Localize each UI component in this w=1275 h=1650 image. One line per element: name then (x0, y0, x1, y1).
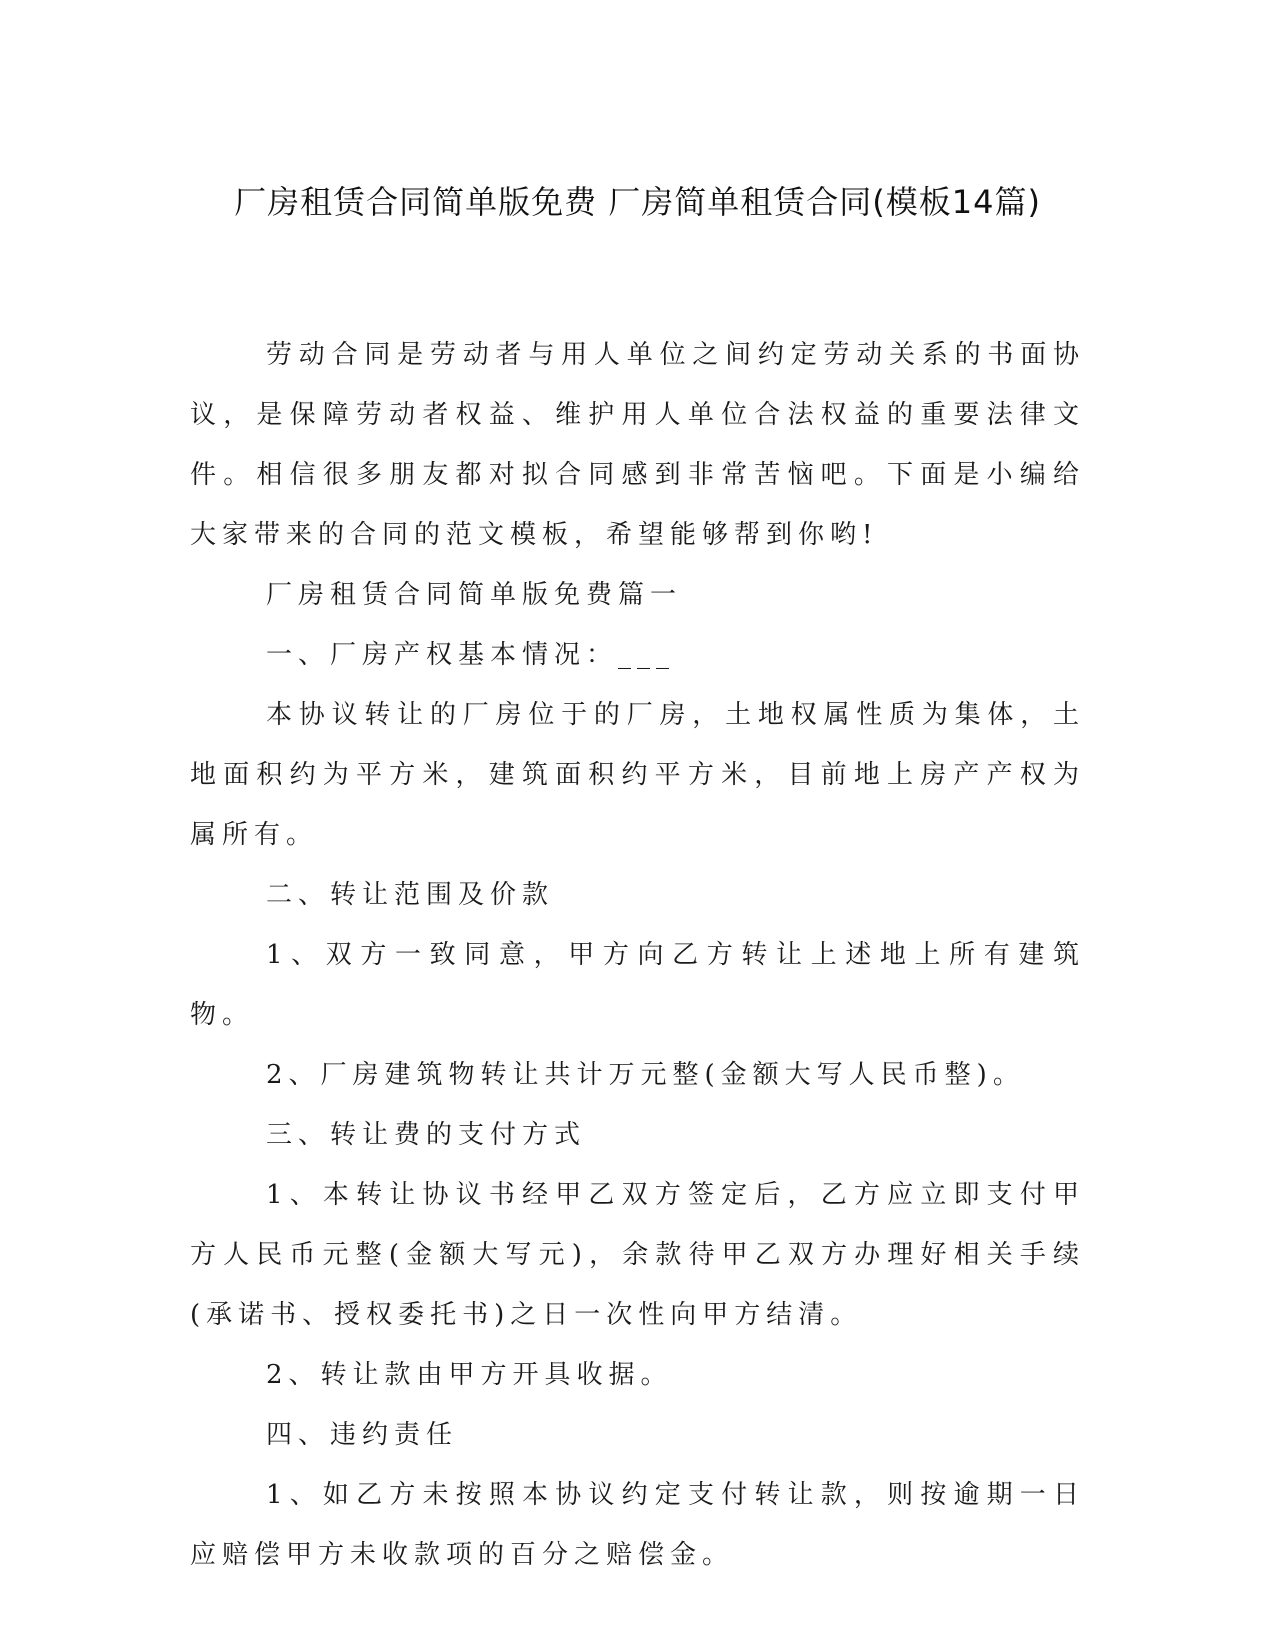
clause-heading: 三、转让费的支付方式 (266, 1120, 587, 1150)
clause-item: 2、转让款由甲方开具收据。 (266, 1360, 673, 1390)
clause-paragraph: 本协议转让的厂房位于的厂房，土地权属性质为集体，土地面积约为平方米，建筑面积约平方米，目前地上房产产权为属所有。 (190, 700, 1085, 850)
document-title: 厂房租赁合同简单版免费 厂房简单租赁合同(模板14篇) (234, 183, 1041, 221)
clause-heading: 二、转让范围及价款 (266, 880, 555, 910)
section-heading: 厂房租赁合同简单版免费篇一 (266, 580, 683, 610)
document-body (190, 325, 1085, 1585)
clause-item: 1、本转让协议书经甲乙双方签定后，乙方应立即支付甲方人民币元整(金额大写元)，余款待甲乙双方办理好相关手续(承诺书、授权委托书)之日一次性向甲方结清。 (190, 1180, 1085, 1330)
clause-item: 1、双方一致同意，甲方向乙方转让上述地上所有建筑物。 (190, 940, 1085, 1030)
clause-item: 2、厂房建筑物转让共计万元整(金额大写人民币整)。 (266, 1060, 1025, 1090)
clause-heading: 四、违约责任 (266, 1420, 459, 1450)
clause-heading: 一、厂房产权基本情况：___ (266, 640, 676, 670)
intro-paragraph: 劳动合同是劳动者与用人单位之间约定劳动关系的书面协议，是保障劳动者权益、维护用人单位合法权益的重要法律文件。相信很多朋友都对拟合同感到非常苦恼吧。下面是小编给大家带来的合同的范文模板，希望能够帮到你哟! (190, 340, 1085, 550)
clause-item: 1、如乙方未按照本协议约定支付转让款，则按逾期一日应赔偿甲方未收款项的百分之赔偿金。 (190, 1480, 1085, 1570)
